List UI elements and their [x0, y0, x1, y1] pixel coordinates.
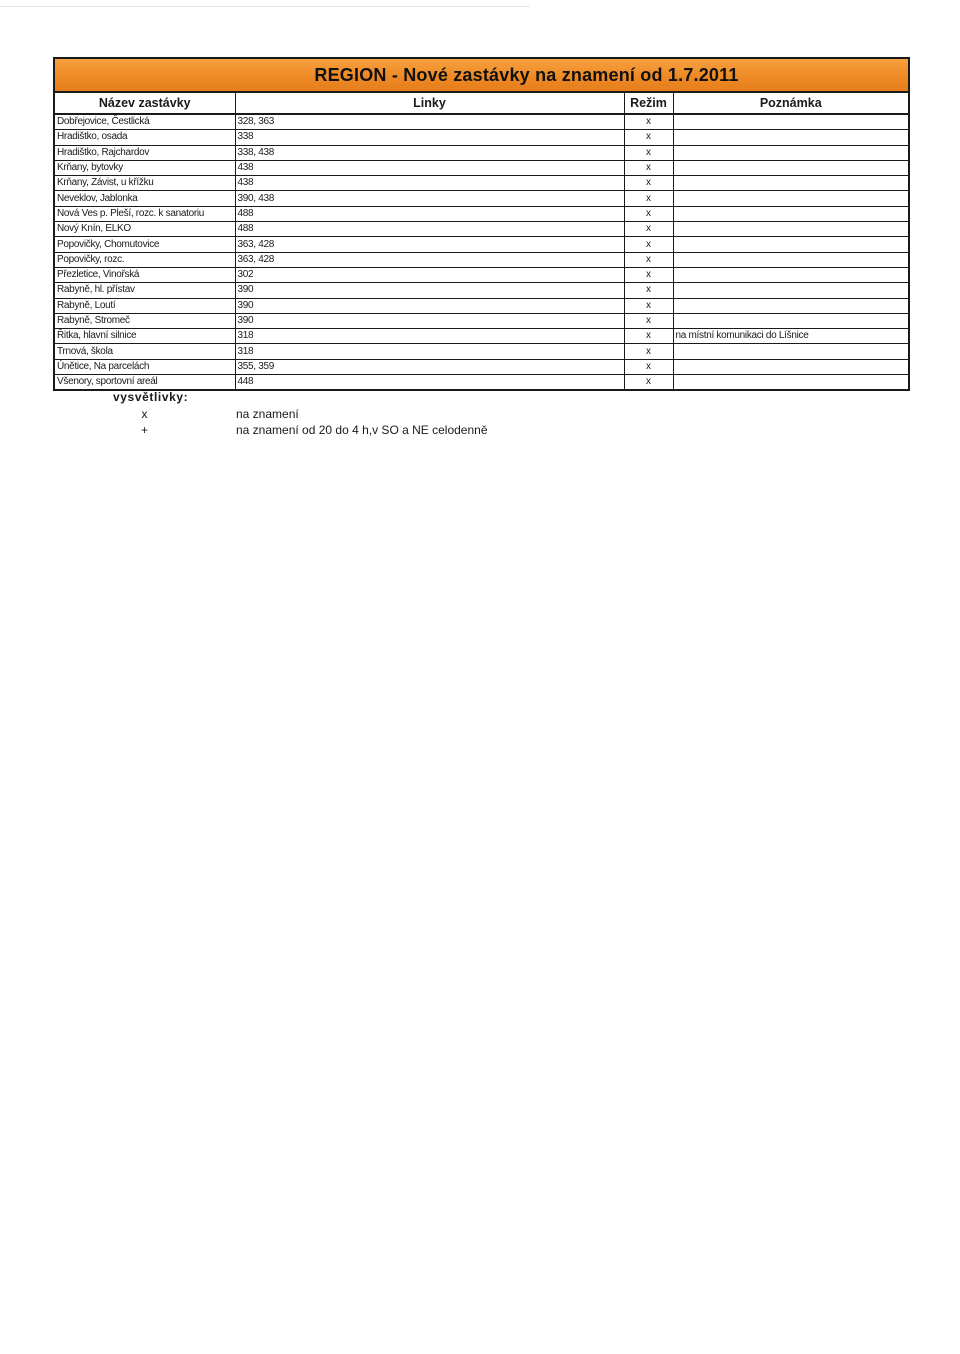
- cell-note: [673, 359, 908, 374]
- table-row: [55, 344, 908, 359]
- cell-lines: 390, 438: [235, 191, 624, 206]
- cell-note: [673, 222, 908, 237]
- cell-lines: 363, 428: [235, 252, 624, 267]
- cell-mode: x: [624, 114, 673, 130]
- table-body: [55, 114, 908, 389]
- table-row: [55, 237, 908, 252]
- cell-note: [673, 237, 908, 252]
- header-name: Název zastávky: [55, 93, 235, 114]
- table-row: [55, 298, 908, 313]
- cell-mode: x: [624, 222, 673, 237]
- cell-stop-name: Neveklov, Jablonka: [55, 191, 235, 206]
- cell-note: [673, 160, 908, 175]
- cell-stop-name: Hradištko, Rajchardov: [55, 145, 235, 160]
- table-row: [55, 313, 908, 328]
- cell-lines: 390: [235, 313, 624, 328]
- cell-lines: 448: [235, 375, 624, 390]
- cell-mode: x: [624, 375, 673, 390]
- title-bar: [55, 59, 908, 93]
- cell-lines: 488: [235, 206, 624, 221]
- table-row: [55, 176, 908, 191]
- cell-mode: x: [624, 237, 673, 252]
- legend-symbol: x: [141, 407, 148, 421]
- cell-stop-name: Dobřejovice, Čestlická: [57, 116, 150, 128]
- cell-mode: x: [624, 283, 673, 298]
- table-header-row: [55, 93, 908, 114]
- cell-note: [673, 267, 908, 282]
- cell-mode: x: [624, 359, 673, 374]
- cell-note: [673, 252, 908, 267]
- cell-lines: 328, 363: [235, 114, 624, 130]
- cell-mode: x: [624, 329, 673, 344]
- cell-stop-name: Rabyně, Loutí: [55, 298, 235, 313]
- cell-stop-name: Nový Knín, ELKO: [55, 222, 235, 237]
- cell-note: [673, 344, 908, 359]
- legend-text: na znamení od 20 do 4 h,v SO a NE celodenně: [236, 423, 488, 437]
- cell-note: [673, 298, 908, 313]
- cell-note: [673, 283, 908, 298]
- cell-lines: 302: [235, 267, 624, 282]
- table-row: [55, 191, 908, 206]
- cell-note: [673, 145, 908, 160]
- cell-stop-name: Krňany, Závist, u křížku: [55, 176, 235, 191]
- table-row: [55, 206, 908, 221]
- cell-stop-name: Nová Ves p. Pleší, rozc. k sanatoriu: [55, 206, 235, 221]
- cell-stop-name: Přezletice, Vinořská: [55, 267, 235, 282]
- table-row: [55, 252, 908, 267]
- table-row: [55, 267, 908, 282]
- legend-item: [53, 407, 299, 423]
- cell-mode: x: [624, 298, 673, 313]
- stops-sheet: [53, 57, 910, 391]
- cell-mode: x: [624, 313, 673, 328]
- cell-lines: 363, 428: [235, 237, 624, 252]
- cell-lines: 338: [235, 130, 624, 145]
- cell-note: [673, 130, 908, 145]
- cell-mode: x: [624, 344, 673, 359]
- cell-lines: 488: [235, 222, 624, 237]
- cell-lines: 338, 438: [235, 145, 624, 160]
- cell-mode: x: [624, 267, 673, 282]
- header-mode: Režim: [624, 93, 673, 114]
- cell-stop-name: Rabyně, Stromeč: [55, 313, 235, 328]
- cell-mode: x: [624, 160, 673, 175]
- table-row: [55, 375, 908, 390]
- cell-note: [673, 206, 908, 221]
- cell-lines: 390: [235, 298, 624, 313]
- legend-item: [53, 423, 488, 439]
- cell-lines: 318: [235, 329, 624, 344]
- cell-mode: x: [624, 176, 673, 191]
- scan-artifact-line: [0, 6, 530, 7]
- cell-stop-name: Všenory, sportovní areál: [55, 375, 235, 390]
- cell-stop-name: Popovičky, Chomutovice: [55, 237, 235, 252]
- cell-lines: 438: [235, 176, 624, 191]
- cell-note: [673, 375, 908, 390]
- cell-stop-name: Trnová, škola: [55, 344, 235, 359]
- stops-table: [55, 93, 908, 389]
- cell-note: [673, 176, 908, 191]
- table-row: [55, 145, 908, 160]
- cell-stop-name: Únětice, Na parcelách: [55, 359, 235, 374]
- table-row: [55, 160, 908, 175]
- table-row: [55, 329, 908, 344]
- cell-mode: x: [624, 191, 673, 206]
- table-row: [55, 359, 908, 374]
- header-note: Poznámka: [673, 93, 908, 114]
- cell-lines: 390: [235, 283, 624, 298]
- cell-stop-name: Popovičky, rozc.: [55, 252, 235, 267]
- cell-note: [673, 191, 908, 206]
- cell-lines: 355, 359: [235, 359, 624, 374]
- cell-note: [673, 114, 908, 130]
- cell-stop-name: Rabyně, hl. přístav: [55, 283, 235, 298]
- table-row: [55, 130, 908, 145]
- sheet-title: REGION - Nové zastávky na znamení od 1.7.2011: [314, 64, 739, 85]
- cell-stop-name: Krňany, bytovky: [55, 160, 235, 175]
- cell-note: na místní komunikaci do Líšnice: [673, 329, 908, 344]
- legend-text: na znamení: [236, 407, 299, 421]
- cell-mode: x: [624, 206, 673, 221]
- cell-lines: 438: [235, 160, 624, 175]
- legend-symbol: +: [140, 423, 148, 437]
- cell-note: [673, 313, 908, 328]
- cell-stop-name: Řitka, hlavní silnice: [55, 329, 235, 344]
- table-row: [55, 283, 908, 298]
- cell-stop-name: Hradištko, osada: [55, 130, 235, 145]
- cell-lines: 318: [235, 344, 624, 359]
- table-row: [55, 114, 908, 130]
- legend-title: vysvětlivky:: [113, 390, 189, 404]
- cell-mode: x: [624, 145, 673, 160]
- cell-mode: x: [624, 130, 673, 145]
- cell-mode: x: [624, 252, 673, 267]
- header-lines: Linky: [235, 93, 624, 114]
- table-row: [55, 222, 908, 237]
